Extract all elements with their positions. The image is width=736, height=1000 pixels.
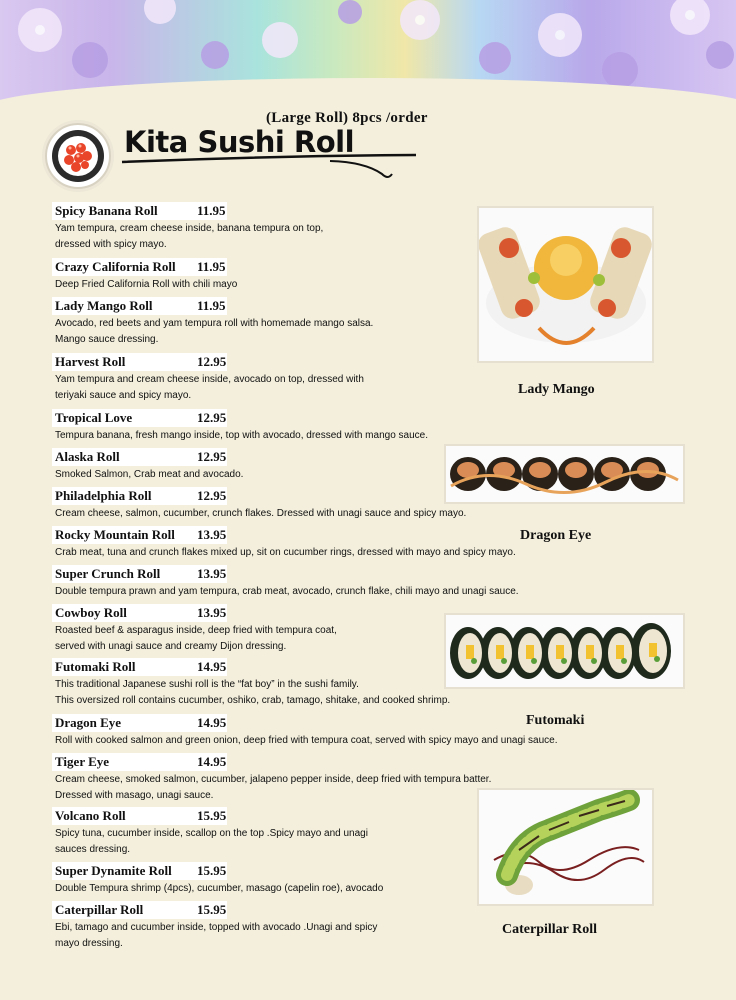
item-name: Lady Mango Roll [52, 297, 227, 315]
item-description: This oversized roll contains cucumber, oshiko, crab, tamago, shitake, and cooked shrimp. [55, 695, 451, 706]
salmon-roe-logo [45, 123, 111, 189]
menu-item [52, 862, 383, 897]
item-description: Double tempura prawn and yam tempura, crab meat, avocado, crunch flake, chili mayo and unagi sauce. [55, 586, 519, 597]
dragon-eye-photo [444, 444, 685, 504]
dragon-eye-caption: Dragon Eye [520, 528, 592, 543]
item-description: dressed with spicy mayo. [55, 239, 167, 250]
item-description: served with unagi sauce and creamy Dijon dressing. [55, 641, 287, 652]
menu-item [52, 658, 450, 709]
menu-item [52, 753, 491, 804]
item-name: Harvest Roll [52, 353, 227, 371]
item-name: Super Dynamite Roll [52, 862, 227, 880]
menu-item [52, 487, 466, 522]
item-description: Spicy tuna, cucumber inside, scallop on the top .Spicy mayo and unagi [55, 828, 368, 839]
item-name: Volcano Roll [52, 807, 227, 825]
item-name: Futomaki Roll [52, 658, 227, 676]
futomaki-caption: Futomaki [526, 713, 585, 728]
item-price: 12.95 [197, 449, 227, 464]
caterpillar-roll-caption: Caterpillar Roll [502, 922, 598, 937]
item-price: 15.95 [197, 808, 227, 823]
menu-item [52, 565, 519, 600]
item-description: Tempura banana, fresh mango inside, top with avocado, dressed with mango sauce. [55, 430, 428, 441]
item-name: Alaska Roll [52, 448, 227, 466]
item-description: Cream cheese, salmon, cucumber, crunch flakes. Dressed with unagi sauce and spicy mayo. [55, 508, 467, 519]
item-price: 12.95 [197, 354, 227, 369]
menu-item [52, 448, 243, 483]
item-name: Super Crunch Roll [52, 565, 227, 583]
menu-item [52, 604, 337, 655]
item-description: Dressed with masago, unagi sauce. [55, 790, 214, 801]
item-name: Tiger Eye [52, 753, 227, 771]
item-description: Avocado, red beets and yam tempura roll with homemade mango salsa. [55, 318, 374, 329]
item-name: Philadelphia Roll [52, 487, 227, 505]
item-price: 15.95 [197, 863, 227, 878]
futomaki-photo [444, 613, 685, 689]
lady-mango-photo [477, 206, 654, 363]
menu-item [52, 258, 237, 293]
item-description: Smoked Salmon, Crab meat and avocado. [55, 469, 244, 480]
menu-item [52, 714, 558, 749]
item-description: Yam tempura, cream cheese inside, banana tempura on top, [55, 223, 324, 234]
item-name: Rocky Mountain Roll [52, 526, 227, 544]
item-name: Tropical Love [52, 409, 227, 427]
lady-mango-caption: Lady Mango [518, 382, 595, 397]
roe-icon [47, 125, 109, 187]
item-description: Crab meat, tuna and crunch flakes mixed up, sit on cucumber rings, dressed with mayo and spicy mayo. [55, 547, 516, 558]
item-description: sauces dressing. [55, 844, 131, 855]
item-price: 14.95 [197, 659, 227, 674]
item-description: mayo dressing. [55, 938, 123, 949]
item-price: 12.95 [197, 488, 227, 503]
item-description: Yam tempura and cream cheese inside, avocado on top, dressed with [55, 374, 364, 385]
title-brush-underline [120, 152, 420, 192]
item-description: Ebi, tamago and cucumber inside, topped with avocado .Unagi and spicy [55, 922, 378, 933]
item-price: 14.95 [197, 715, 227, 730]
item-description: Mango sauce dressing. [55, 334, 159, 345]
item-name: Spicy Banana Roll [52, 202, 227, 220]
item-price: 13.95 [197, 566, 227, 581]
item-price: 11.95 [197, 259, 226, 274]
menu-item [52, 807, 368, 858]
item-description: Double Tempura shrimp (4pcs), cucumber, masago (capelin roe), avocado [55, 883, 384, 894]
item-price: 12.95 [197, 410, 227, 425]
item-price: 15.95 [197, 902, 227, 917]
floral-banner [0, 0, 736, 110]
item-description: teriyaki sauce and spicy mayo. [55, 390, 192, 401]
item-name: Caterpillar Roll [52, 901, 227, 919]
menu-item [52, 202, 323, 253]
menu-item [52, 297, 373, 348]
menu-item [52, 353, 364, 404]
item-price: 13.95 [197, 605, 227, 620]
item-price: 13.95 [197, 527, 227, 542]
item-price: 11.95 [197, 203, 226, 218]
caterpillar-roll-photo [477, 788, 654, 906]
item-description: Deep Fried California Roll with chili mayo [55, 279, 238, 290]
item-price: 14.95 [197, 754, 227, 769]
item-price: 11.95 [197, 298, 226, 313]
menu-item [52, 901, 377, 952]
item-name: Crazy California Roll [52, 258, 227, 276]
item-description: This traditional Japanese sushi roll is the “fat boy” in the sushi family. [55, 679, 359, 690]
menu-item [52, 409, 428, 444]
item-description: Roasted beef & asparagus inside, deep fried with tempura coat, [55, 625, 337, 636]
order-size-note: (Large Roll) 8pcs /order [266, 110, 428, 126]
item-name: Cowboy Roll [52, 604, 227, 622]
item-name: Dragon Eye [52, 714, 227, 732]
page-title: Kita Sushi Roll [124, 125, 355, 159]
item-description: Cream cheese, smoked salmon, cucumber, jalapeno pepper inside, deep fried with tempura batter. [55, 774, 492, 785]
item-description: Roll with cooked salmon and green onion, deep fried with tempura coat, served with spicy mayo and unagi sauce. [55, 735, 558, 746]
menu-item [52, 526, 516, 561]
